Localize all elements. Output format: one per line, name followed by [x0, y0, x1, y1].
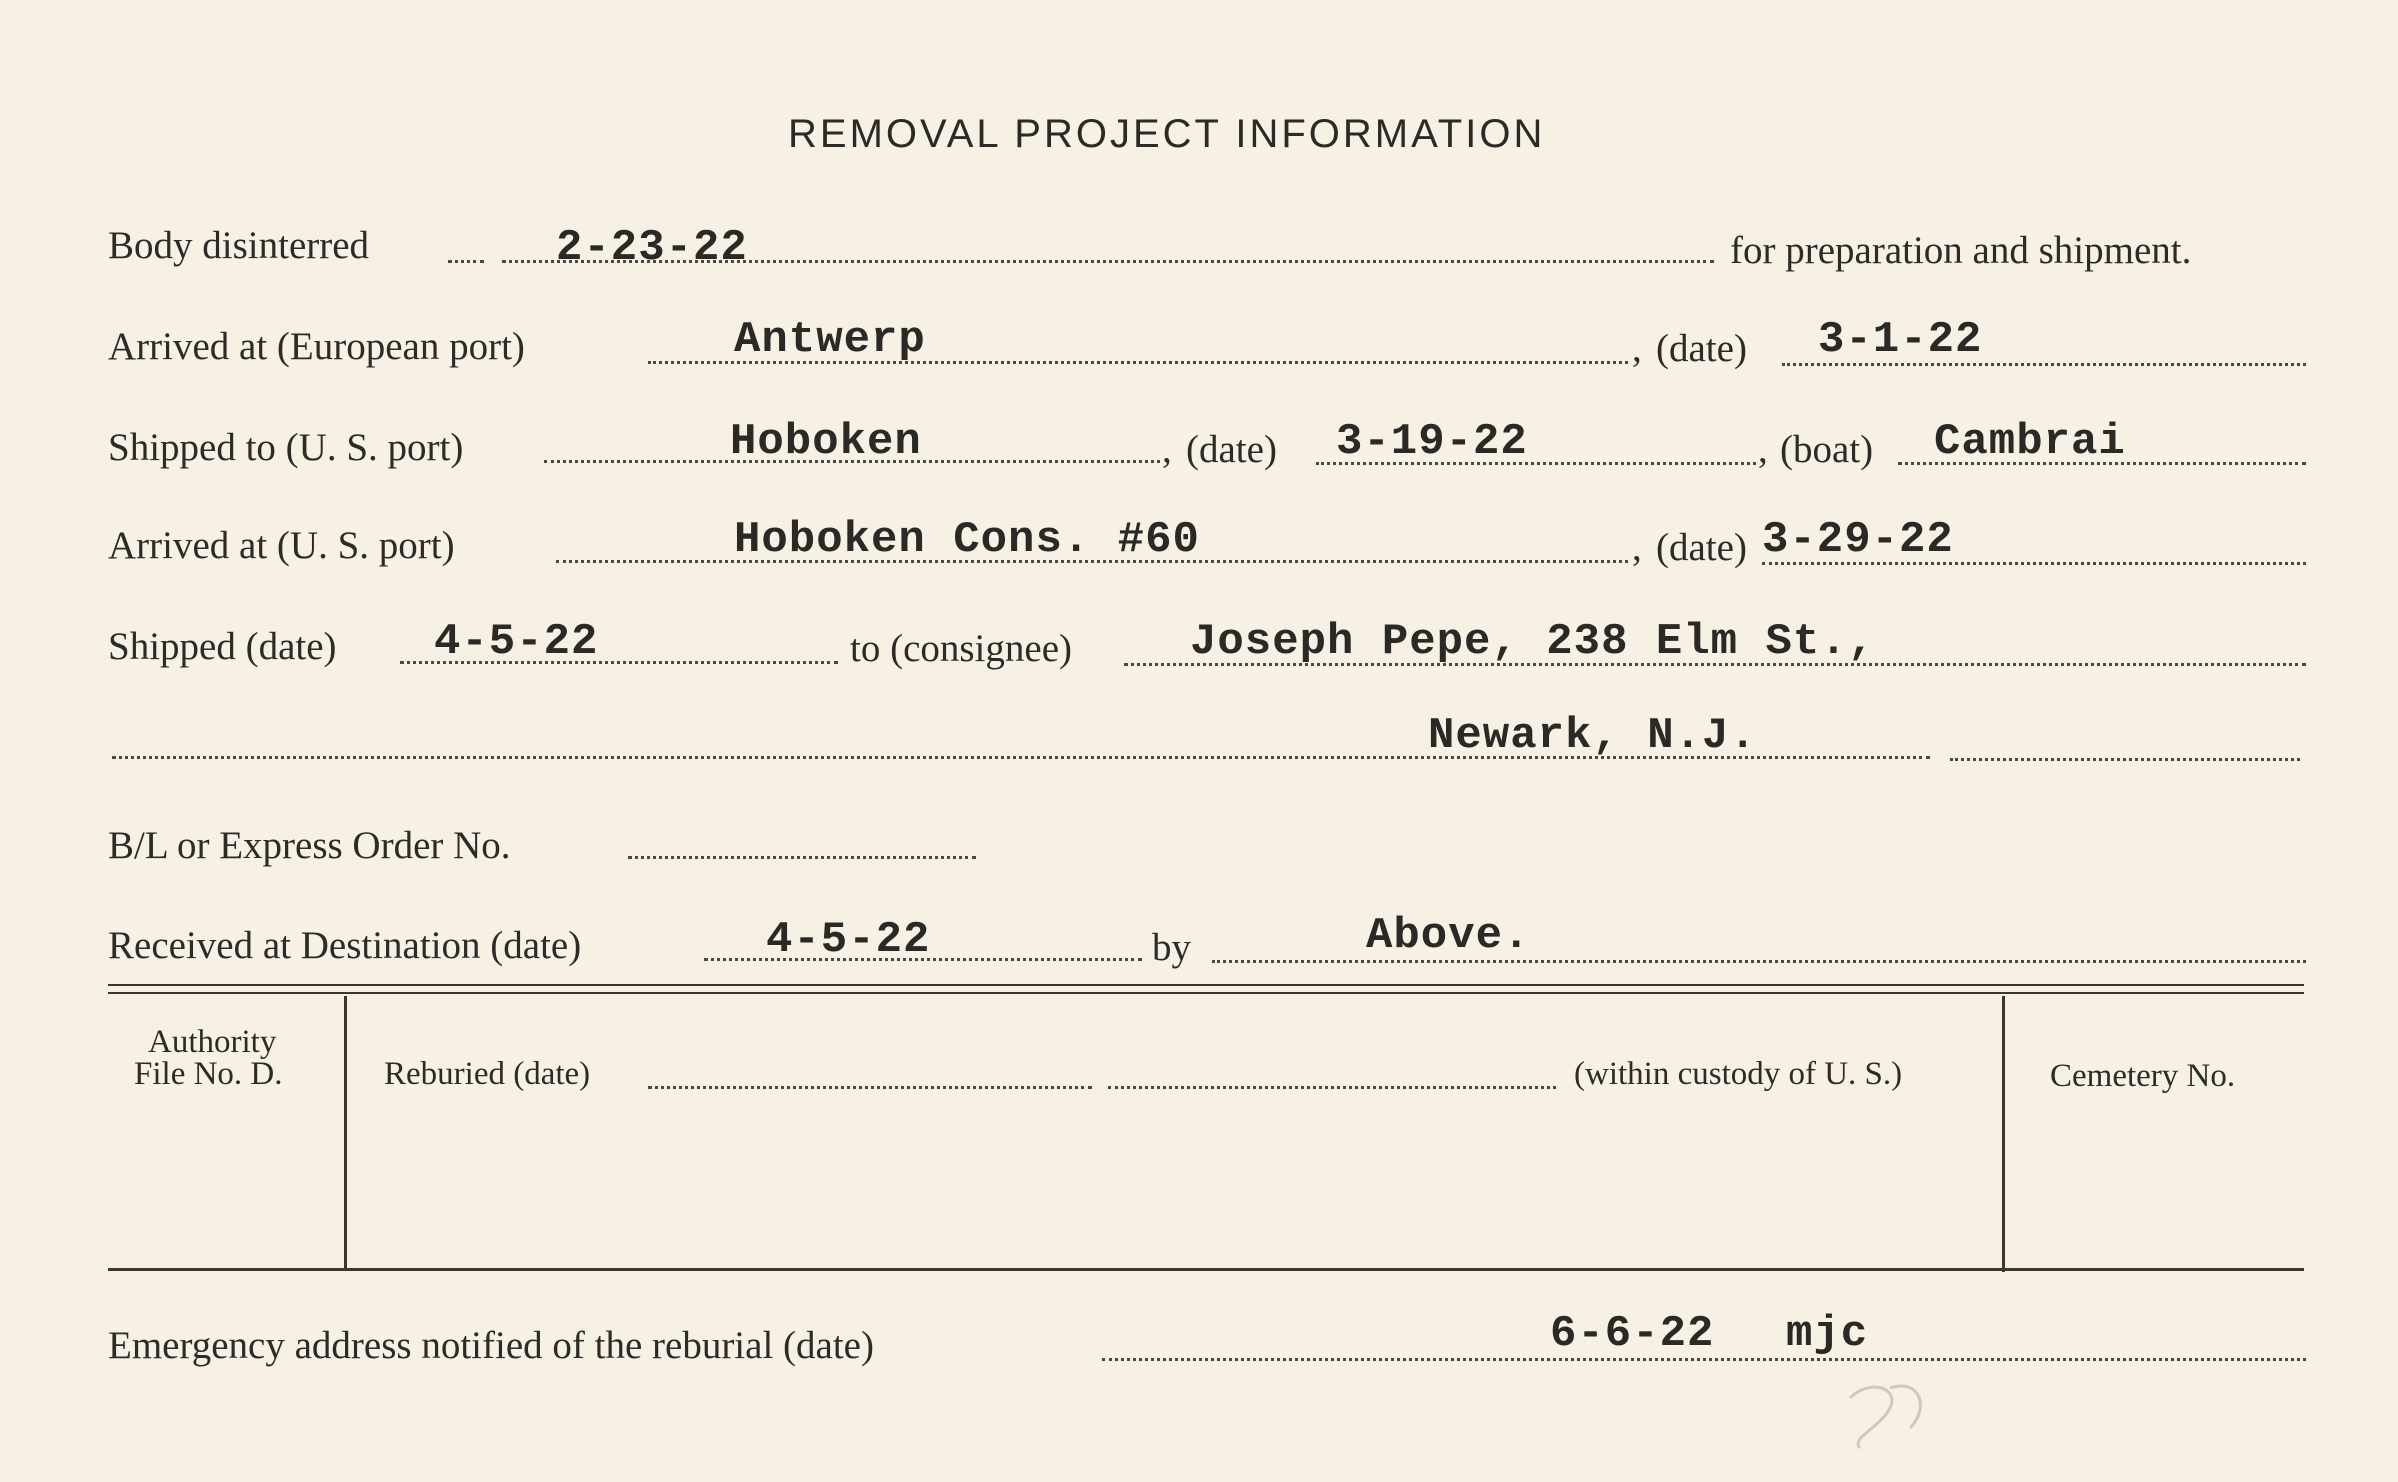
label-shipped-us: Shipped to (U. S. port)	[108, 426, 464, 469]
label-arrived-us: Arrived at (U. S. port)	[108, 524, 455, 567]
pencil-mark	[1830, 1368, 1940, 1458]
label-shipped-date: (date)	[1186, 428, 1277, 471]
value-received-by: Above.	[1366, 911, 1531, 961]
label-file-no: File No. D.	[134, 1056, 283, 1092]
label-bl-order: B/L or Express Order No.	[108, 824, 511, 867]
value-shipped-consignee-date: 4-5-22	[434, 617, 599, 667]
label-received-destination: Received at Destination (date)	[108, 924, 582, 967]
double-rule-top	[108, 984, 2304, 986]
label-reburied: Reburied (date)	[384, 1056, 591, 1092]
card-title	[788, 114, 1545, 154]
label-custody: (within custody of U. S.)	[1574, 1056, 1903, 1092]
value-european-port: Antwerp	[734, 315, 926, 365]
value-us-port: Hoboken	[730, 417, 922, 467]
label-comma: ,	[1162, 428, 1172, 471]
label-comma: ,	[1632, 526, 1642, 569]
label-arrived-european: Arrived at (European port)	[108, 325, 525, 368]
label-boat: (boat)	[1780, 428, 1874, 471]
label-shipped-consignee-date: Shipped (date)	[108, 625, 337, 668]
value-consignee-line2: Newark, N.J.	[1428, 711, 1757, 761]
value-consignee-line1: Joseph Pepe, 238 Elm St.,	[1190, 617, 1876, 667]
value-boat: Cambrai	[1934, 417, 2126, 467]
label-european-date: (date)	[1656, 327, 1747, 370]
dotted-line	[628, 856, 976, 859]
dotted-line	[1950, 758, 2300, 761]
card-title-text: REMOVAL PROJECT INFORMATION	[788, 112, 1546, 156]
label-to-consignee: to (consignee)	[850, 627, 1073, 670]
box-divider-left	[344, 996, 347, 1268]
value-disinterred-date: 2-23-22	[556, 223, 748, 273]
box-bottom-rule	[108, 1268, 2304, 1271]
value-emergency-initials: mjc	[1786, 1309, 1869, 1359]
label-authority: Authority	[148, 1024, 277, 1060]
dotted-line	[448, 260, 484, 263]
label-comma: ,	[1632, 327, 1642, 370]
value-arrived-us-port: Hoboken Cons. #60	[734, 515, 1200, 565]
label-emergency: Emergency address notified of the reburial (date)	[108, 1324, 874, 1367]
dotted-line	[648, 1086, 1092, 1089]
label-cemetery-no: Cemetery No.	[2050, 1058, 2236, 1094]
value-european-date: 3-1-22	[1818, 315, 1983, 365]
box-divider-right	[2002, 996, 2005, 1272]
label-comma: ,	[1758, 428, 1768, 471]
value-emergency-date: 6-6-22	[1550, 1309, 1715, 1359]
value-arrived-us-date: 3-29-22	[1762, 515, 1954, 565]
value-received-date: 4-5-22	[766, 915, 931, 965]
label-arrived-us-date: (date)	[1656, 526, 1747, 569]
value-shipped-date: 3-19-22	[1336, 417, 1528, 467]
label-body-disinterred: Body disinterred	[108, 224, 370, 267]
double-rule-bottom	[108, 992, 2304, 994]
dotted-line	[1108, 1086, 1556, 1089]
label-for-preparation: for preparation and shipment.	[1730, 229, 2192, 272]
label-by: by	[1152, 926, 1191, 969]
